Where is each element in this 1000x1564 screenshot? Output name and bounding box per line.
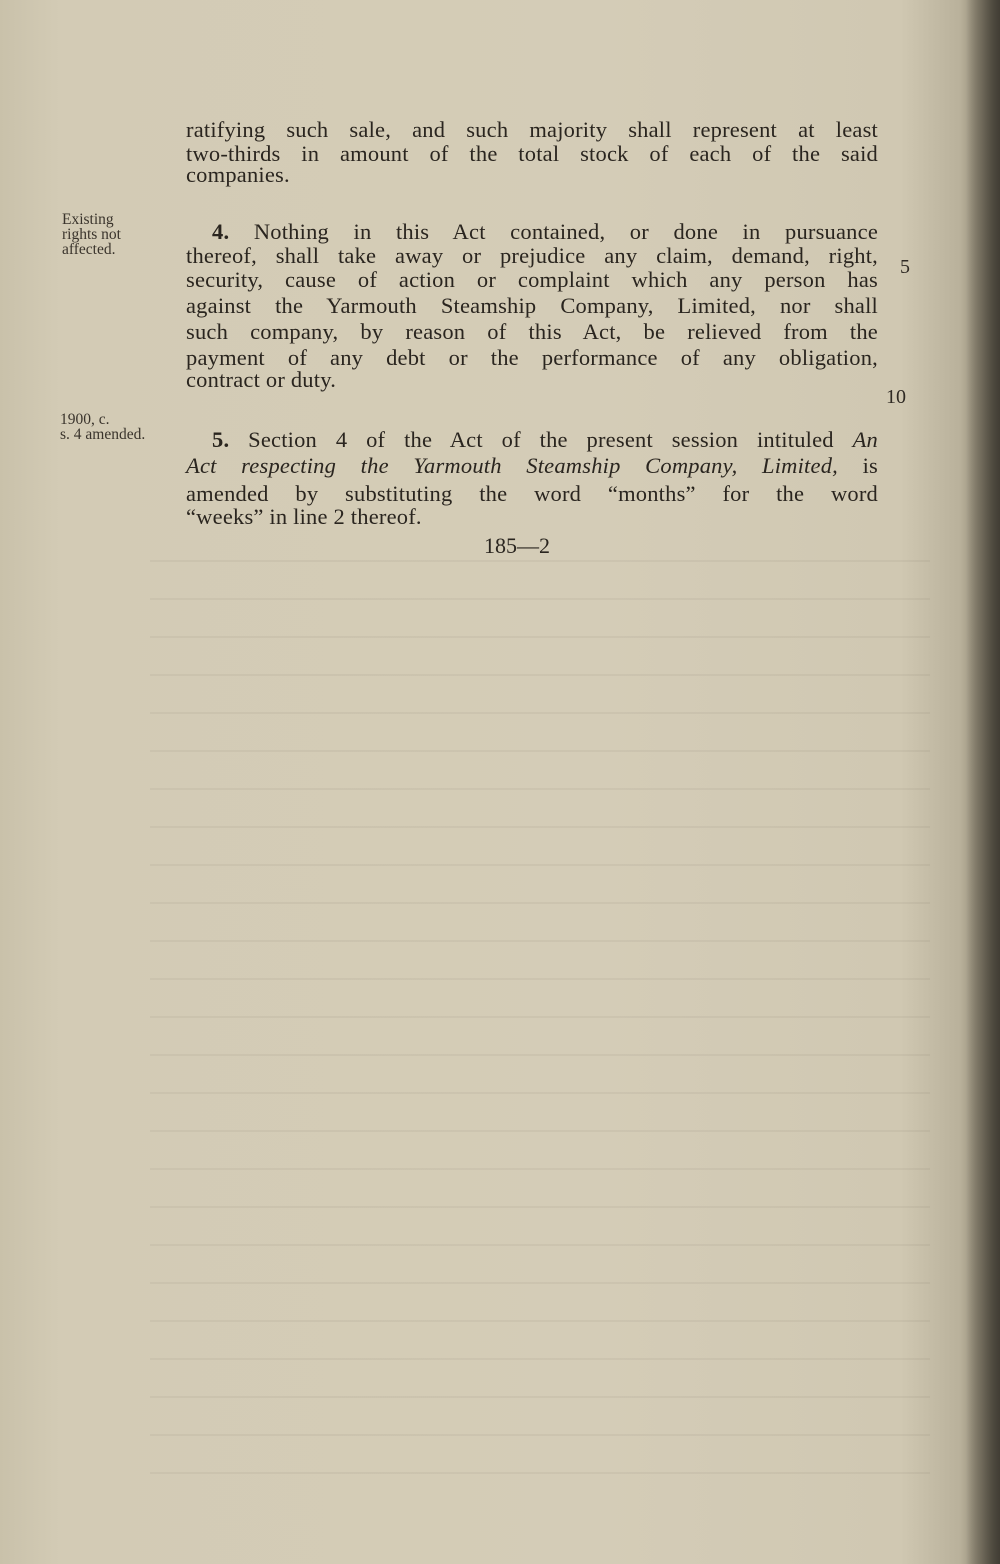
act-title-start: An bbox=[852, 427, 878, 452]
book-spine-shadow bbox=[966, 0, 1000, 1564]
section-4-line-7: contract or duty. bbox=[186, 367, 337, 392]
marginal-note-line: affected. bbox=[62, 241, 116, 258]
section-4-line-6: payment of any debt or the performance of any obligation, bbox=[186, 345, 878, 370]
section-4-line-5: such company, by reason of this Act, be relieved from the bbox=[186, 319, 878, 344]
page-footer: 185—2 bbox=[484, 533, 550, 558]
section-5-line-1 bbox=[212, 428, 878, 452]
section-5-text: Section 4 of the Act of the present session intituled bbox=[248, 427, 834, 452]
carryover-line-1: ratifying such sale, and such majority shall represent at least bbox=[186, 117, 878, 142]
line-number-10: 10 bbox=[886, 386, 906, 408]
section-5-line-2-end: is bbox=[862, 453, 879, 478]
carryover-line-3: companies. bbox=[186, 162, 290, 187]
section-4-marginal-note bbox=[62, 212, 121, 257]
act-title-rest: Act respecting the Yarmouth Steamship Company, Limited, bbox=[186, 453, 838, 478]
carryover-line-2: two-thirds in amount of the total stock of each of the said bbox=[186, 141, 878, 166]
section-4-text: Nothing in this Act contained, or done in pursuance bbox=[253, 219, 879, 244]
section-5-marginal-note bbox=[60, 412, 145, 442]
marginal-note-line: s. 4 amended. bbox=[60, 426, 146, 443]
section-5-line-4: “weeks” in line 2 thereof. bbox=[186, 504, 422, 529]
section-4-line-2: thereof, shall take away or prejudice any claim, demand, right, bbox=[186, 243, 878, 268]
section-4-line-3: security, cause of action or complaint which any person has bbox=[186, 267, 878, 292]
line-number-5: 5 bbox=[900, 256, 910, 278]
section-4-number: 4. bbox=[212, 219, 230, 244]
marginal-note-line: 1900, c. bbox=[60, 411, 110, 428]
section-4-line-1 bbox=[212, 220, 878, 244]
marginal-note-line: Existing bbox=[62, 211, 114, 228]
section-5-number: 5. bbox=[212, 427, 230, 452]
marginal-note-line: rights not bbox=[62, 226, 121, 243]
section-4-line-4: against the Yarmouth Steamship Company, Limited, nor shall bbox=[186, 293, 878, 318]
section-5-line-3: amended by substituting the word “months” for the word bbox=[186, 481, 878, 506]
bleed-through-text bbox=[150, 560, 930, 1480]
section-5-line-2 bbox=[186, 454, 878, 478]
